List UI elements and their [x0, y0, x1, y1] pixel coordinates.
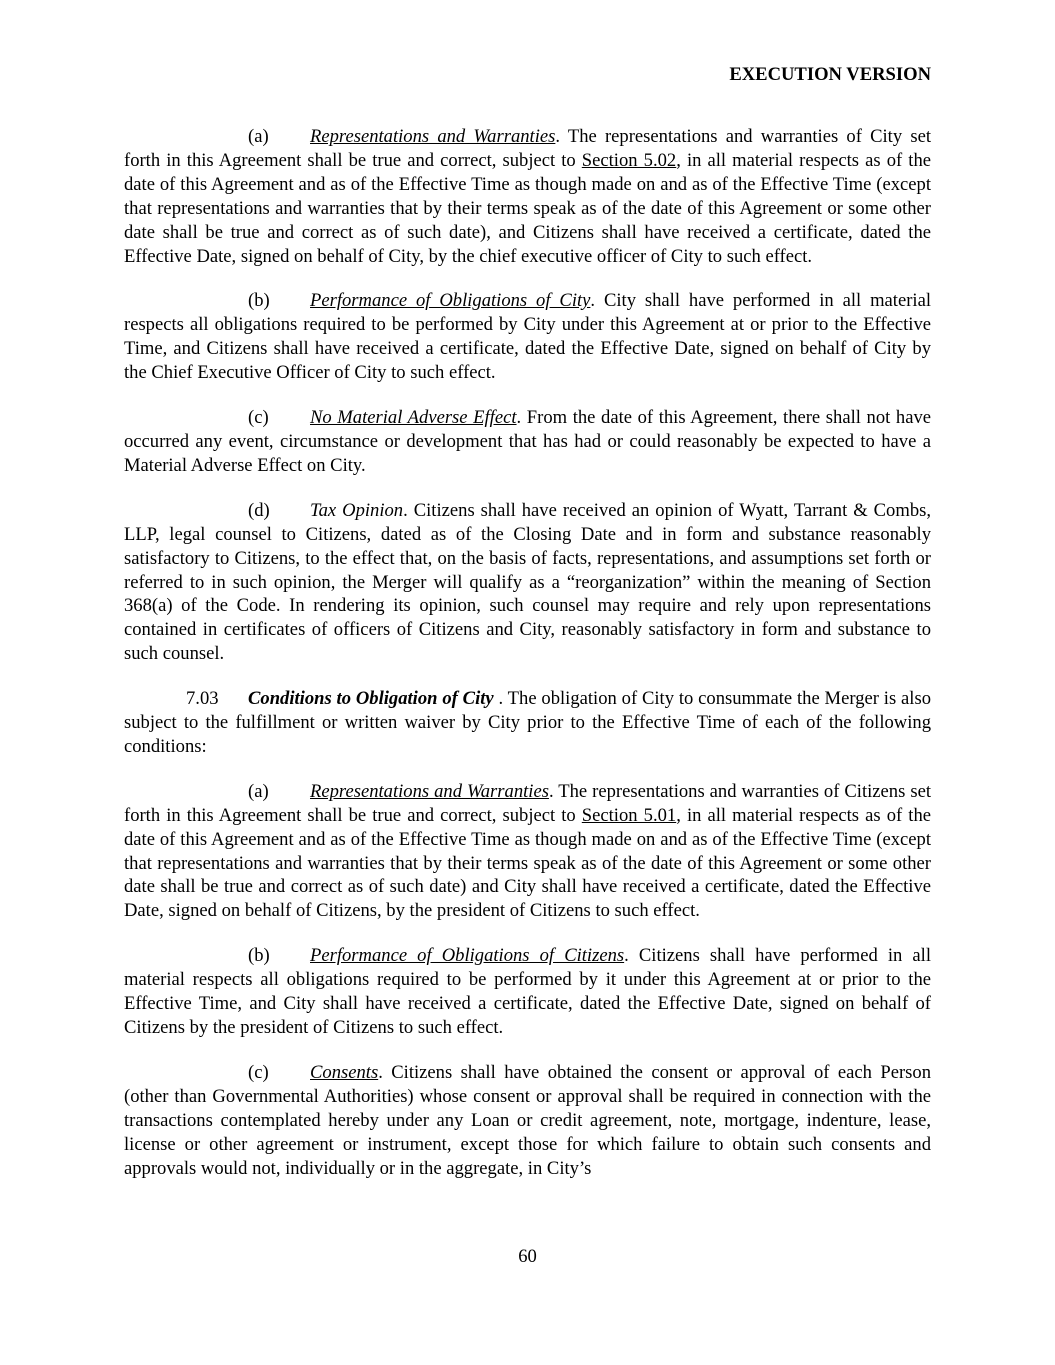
clause-number: (c) — [248, 407, 269, 429]
clause-text: , in all material respects as of the date of this Agreement and as of the Effective Time as though made on and as of the Effective Time (except that representations and warranties that by their terms speak as of the date of this Agreement or some other date shall be true and correct as of such date), and Citizens shall have received a certificate, dated the Effective Date, signed on behalf of City, by the chief executive officer of City to such effect. — [124, 149, 931, 267]
section-7-03 — [124, 687, 931, 759]
clause-text: . From the date of this Agreement, there shall not have occurred any event, circumstance or development that has had or could reasonably be expected to have a Material Adverse Effect on City. — [124, 407, 932, 476]
section-text: . The obligation of City to consummate the Merger is also subject to the fulfillment or written waiver by City prior to the Effective Time of each of the following conditions: — [124, 688, 931, 757]
version-header: EXECUTION VERSION — [729, 64, 931, 85]
paragraph-consents — [124, 1061, 931, 1181]
section-title: Conditions to Obligation of City — [248, 688, 494, 710]
clause-number: (d) — [248, 499, 270, 521]
clause-title: Tax Opinion — [310, 499, 404, 521]
paragraph-no-material-adverse-effect — [124, 406, 931, 478]
paragraph-tax-opinion — [124, 499, 931, 666]
page-number: 60 — [518, 1246, 537, 1267]
section-reference: Section 5.01 — [581, 804, 677, 826]
clause-title: Performance of Obligations of Citizens — [310, 945, 625, 967]
clause-text: . The representations and warranties of City set forth in this Agreement shall be true and correct, subject to — [124, 126, 931, 171]
clause-number: (a) — [248, 126, 269, 147]
clause-title: Performance of Obligations of City — [310, 290, 591, 312]
paragraph-city-representations — [124, 125, 931, 268]
clause-text: . City shall have performed in all material respects all obligations required to be performed by City under this Agreement at or prior to the Effective Time, and Citizens shall have received a certificate, dated the Effective Date, signed on behalf of City by the Chief Executive Officer of City to such effect. — [124, 290, 932, 384]
clause-number: (c) — [248, 1061, 269, 1083]
paragraph-citizens-representations — [124, 780, 931, 923]
clause-title: Consents — [310, 1061, 379, 1083]
document-body — [124, 125, 931, 1201]
clause-text: . Citizens shall have obtained the consent or approval of each Person (other than Governmental Authorities) whose consent or approval shall be required in connection with the transactions contemplated hereby under any Loan or credit agreement, note, mortgage, indenture, lease, license or other agreement or instrument, except those for which failure to obtain such consents and approvals would not, individually or in the aggregate, in City’s — [124, 1061, 931, 1179]
clause-title: No Material Adverse Effect — [310, 407, 517, 429]
clause-title: Representations and Warranties — [310, 780, 549, 802]
clause-text: . The representations and warranties of Citizens set forth in this Agreement shall be true and correct, subject to — [124, 780, 931, 826]
clause-text: . Citizens shall have received an opinion of Wyatt, Tarrant & Combs, LLP, legal counsel to Citizens, dated as of the Closing Date and in form and substance reasonably satisfactory to Citizens, to the effect that, on the basis of facts, representations, and assumptions set forth or referred to in such opinion, the Merger will qualify as a “reorganization” within the meaning of Section 368(a) of the Code. In rendering its opinion, such counsel may require and rely upon representations contained in certificates of officers of Citizens and City, reasonably satisfactory in form and substance to such counsel. — [124, 499, 931, 665]
clause-title: Representations and Warranties — [310, 126, 556, 147]
clause-number: (a) — [248, 780, 269, 802]
clause-number: (b) — [248, 945, 270, 967]
paragraph-citizens-performance — [124, 944, 931, 1040]
section-reference: Section 5.02 — [581, 149, 677, 171]
clause-text: . Citizens shall have performed in all material respects all obligations required to be performed by it under this Agreement at or prior to the Effective Time, and City shall have received a certificate, dated the Effective Date, signed on behalf of Citizens by the president of Citizens to such effect. — [124, 945, 931, 1038]
section-number: 7.03 — [186, 688, 219, 710]
clause-text: , in all material respects as of the date of this Agreement and as of the Effective Time as though made on and as of the Effective Time (except that representations and warranties that by their terms speak as of the date of this Agreement or some other date shall be true and correct as of such date) and City shall have received a certificate, dated the Effective Date, signed on behalf of Citizens, by the president of Citizens to such effect. — [124, 804, 931, 922]
paragraph-city-performance — [124, 289, 931, 385]
clause-number: (b) — [248, 290, 270, 312]
